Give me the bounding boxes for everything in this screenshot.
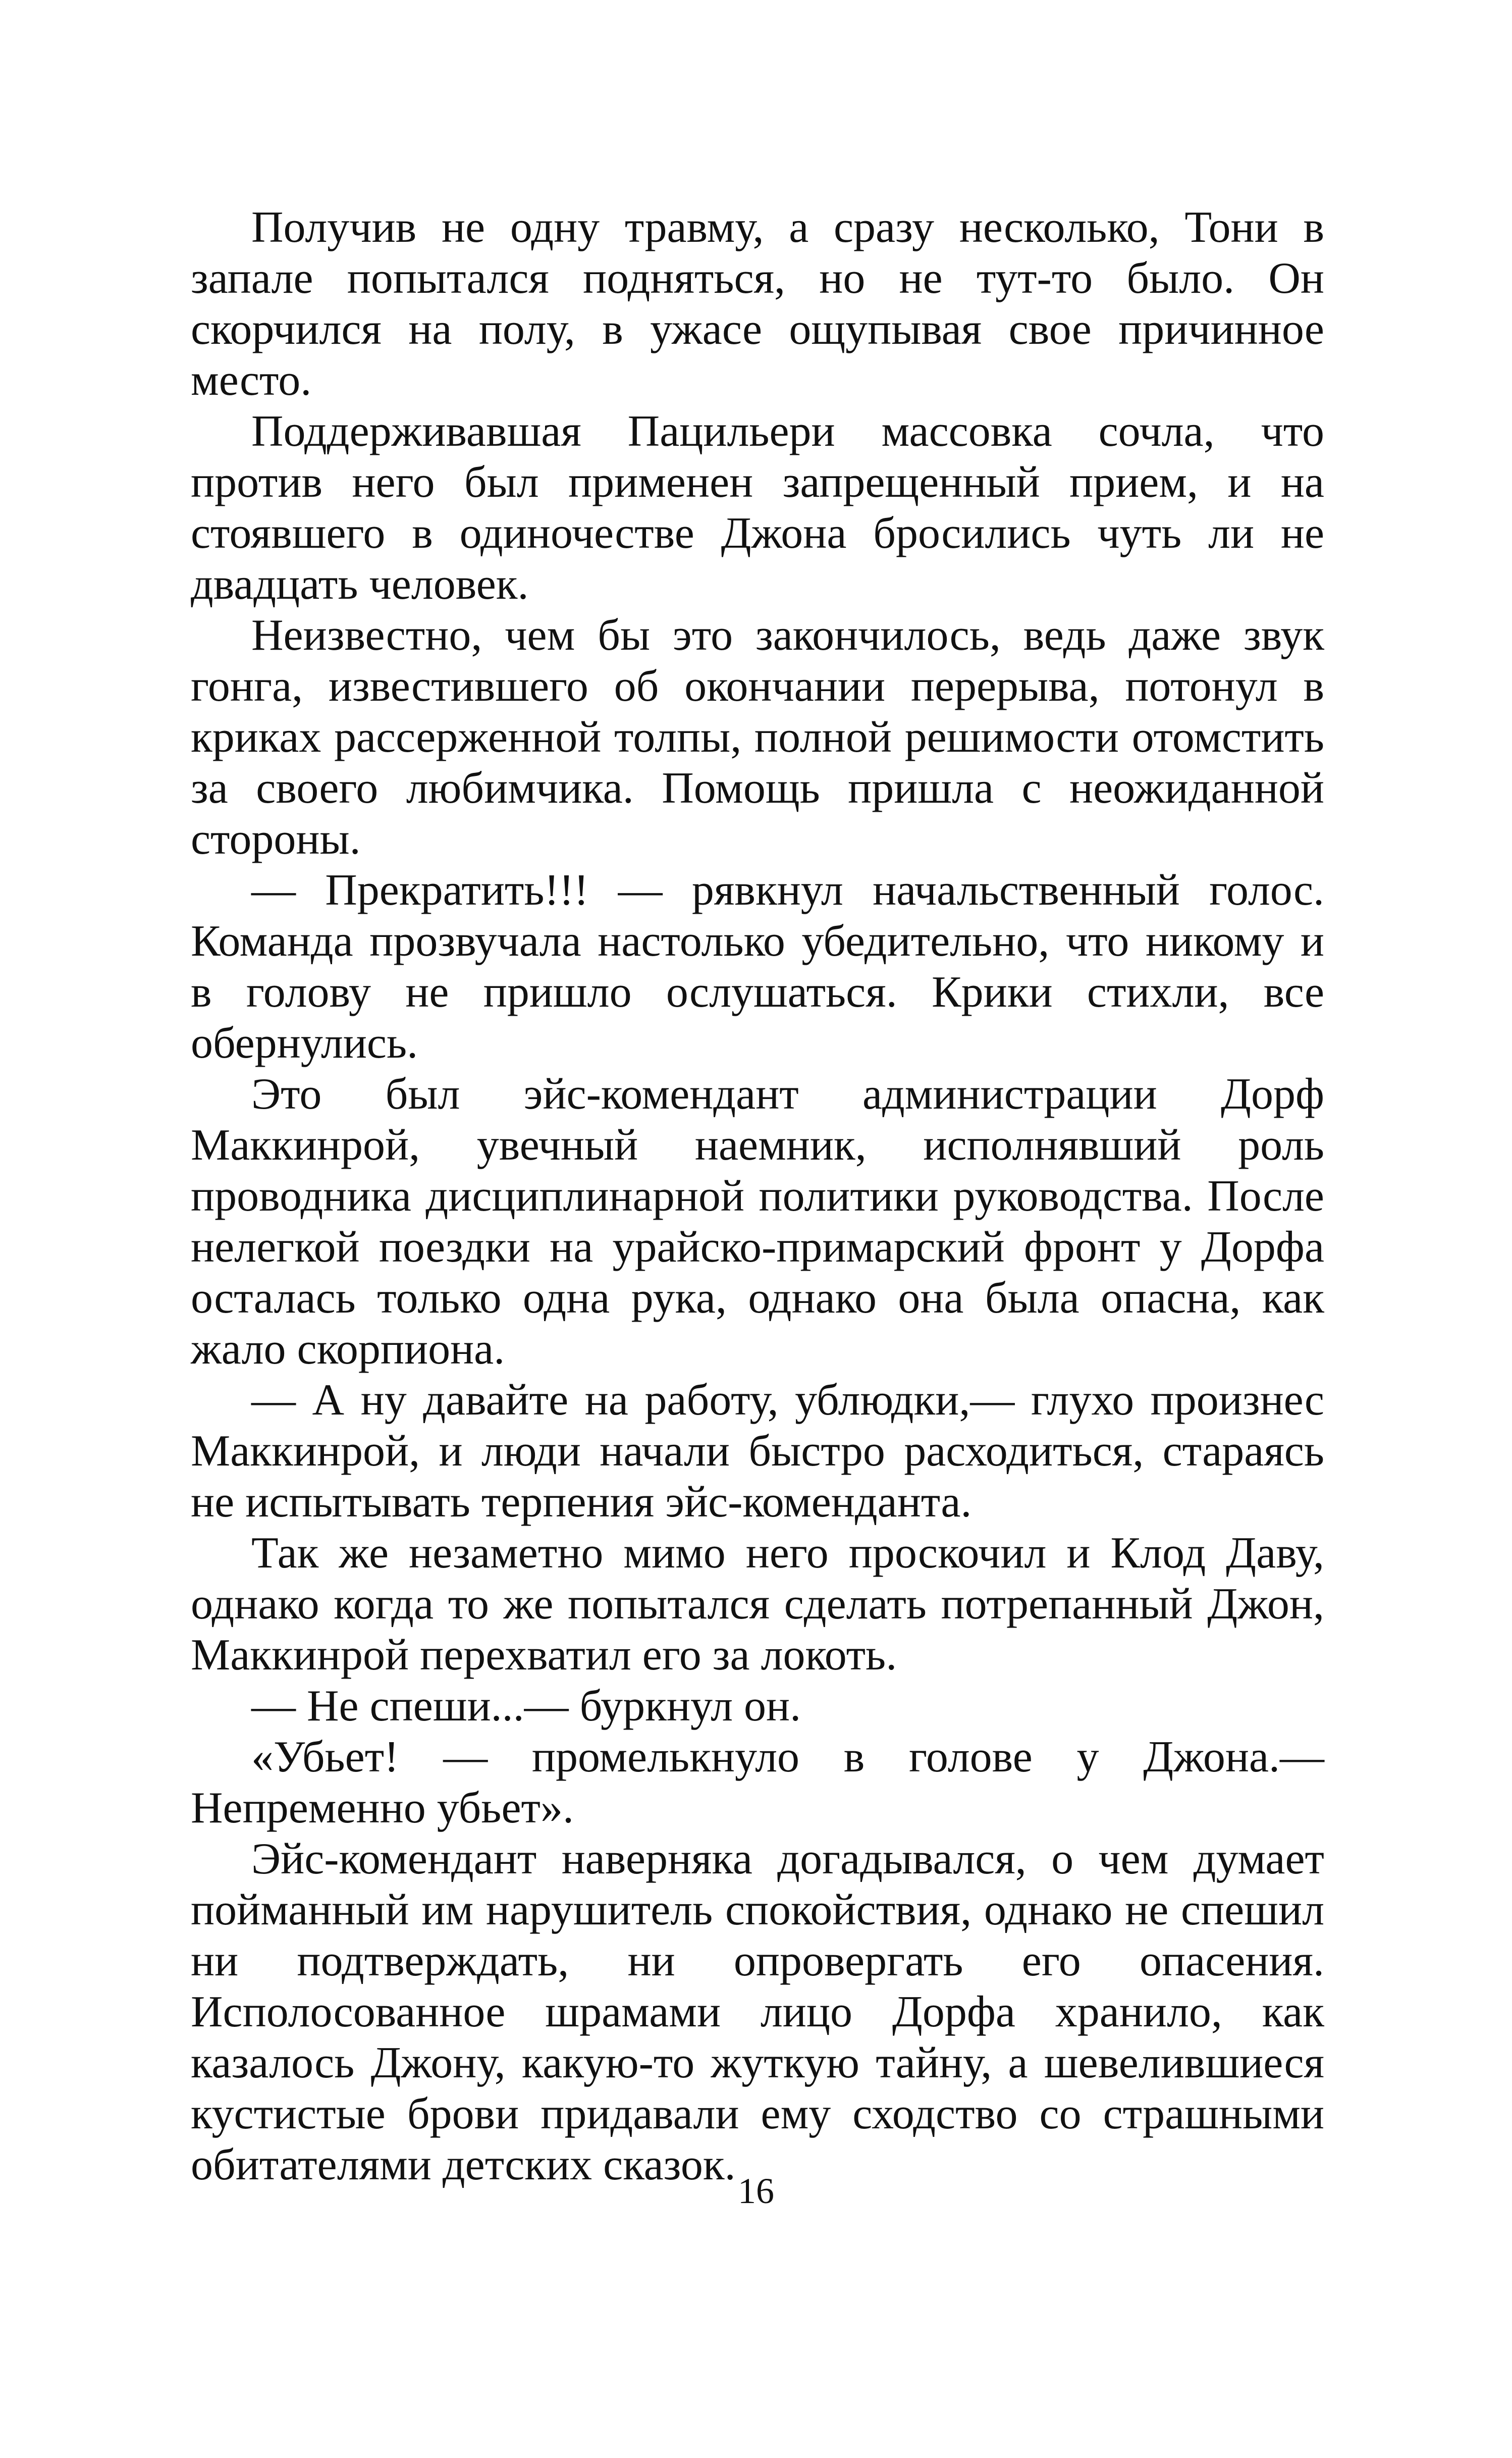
paragraph-9: «Убьет! — промелькнуло в голове у Джона.— Непременно убьет». (191, 1733, 1324, 1833)
page-number: 16 (738, 2171, 774, 2211)
paragraph-4: — Прекратить!!! — рявкнул начальственный голос. Команда прозвучала настолько убедительно, что никому и в голову не пришло ослушаться. Крики стихли, все обернулись. (191, 866, 1324, 1068)
page-body (191, 202, 1324, 2190)
paragraph-10: Эйс-комендант наверняка догадывался, о чем думает пойманный им нарушитель спокойствия, однако не спешил ни подтверждать, ни опровергать его опасения. Исполосованное шрамами лицо Дорфа хранило, как казалось Джону, какую-то жуткую тайну, а шевелившиеся кустистые брови придавали ему сходство со страшными обитателями детских сказок. (191, 1835, 1324, 2189)
paragraph-7: Так же незаметно мимо него проскочил и Клод Даву, однако когда то же попытался сделать потрепанный Джон, Маккинрой перехватил его за локоть. (191, 1529, 1324, 1680)
paragraph-3: Неизвестно, чем бы это закончилось, ведь даже звук гонга, известившего об окончании перерыва, потонул в криках рассерженной толпы, полной решимости отомстить за своего любимчика. Помощь пришла с неожиданной стороны. (191, 611, 1324, 864)
paragraph-2: Поддерживавшая Пацильери массовка сочла, что против него был применен запрещенный прием, и на стоявшего в одиночестве Джона бросились чуть ли не двадцать человек. (191, 407, 1324, 609)
paragraph-6: — А ну давайте на работу, ублюдки,— глухо произнес Маккинрой, и люди начали быстро расходиться, стараясь не испытывать терпения эйс-коменданта. (191, 1376, 1324, 1527)
paragraph-5: Это был эйс-комендант администрации Дорф Маккинрой, увечный наемник, исполнявший роль проводника дисциплинарной политики руководства. После нелегкой поездки на урайско-примарский фронт у Дорфа осталась только одна рука, однако она была опасна, как жало скорпиона. (191, 1070, 1324, 1374)
paragraph-1: Получив не одну травму, а сразу несколько, Тони в запале попытался подняться, но не тут-то было. Он скорчился на полу, в ужасе ощупывая свое причинное место. (191, 203, 1324, 405)
paragraph-8: — Не спеши...— буркнул он. (251, 1682, 801, 1731)
